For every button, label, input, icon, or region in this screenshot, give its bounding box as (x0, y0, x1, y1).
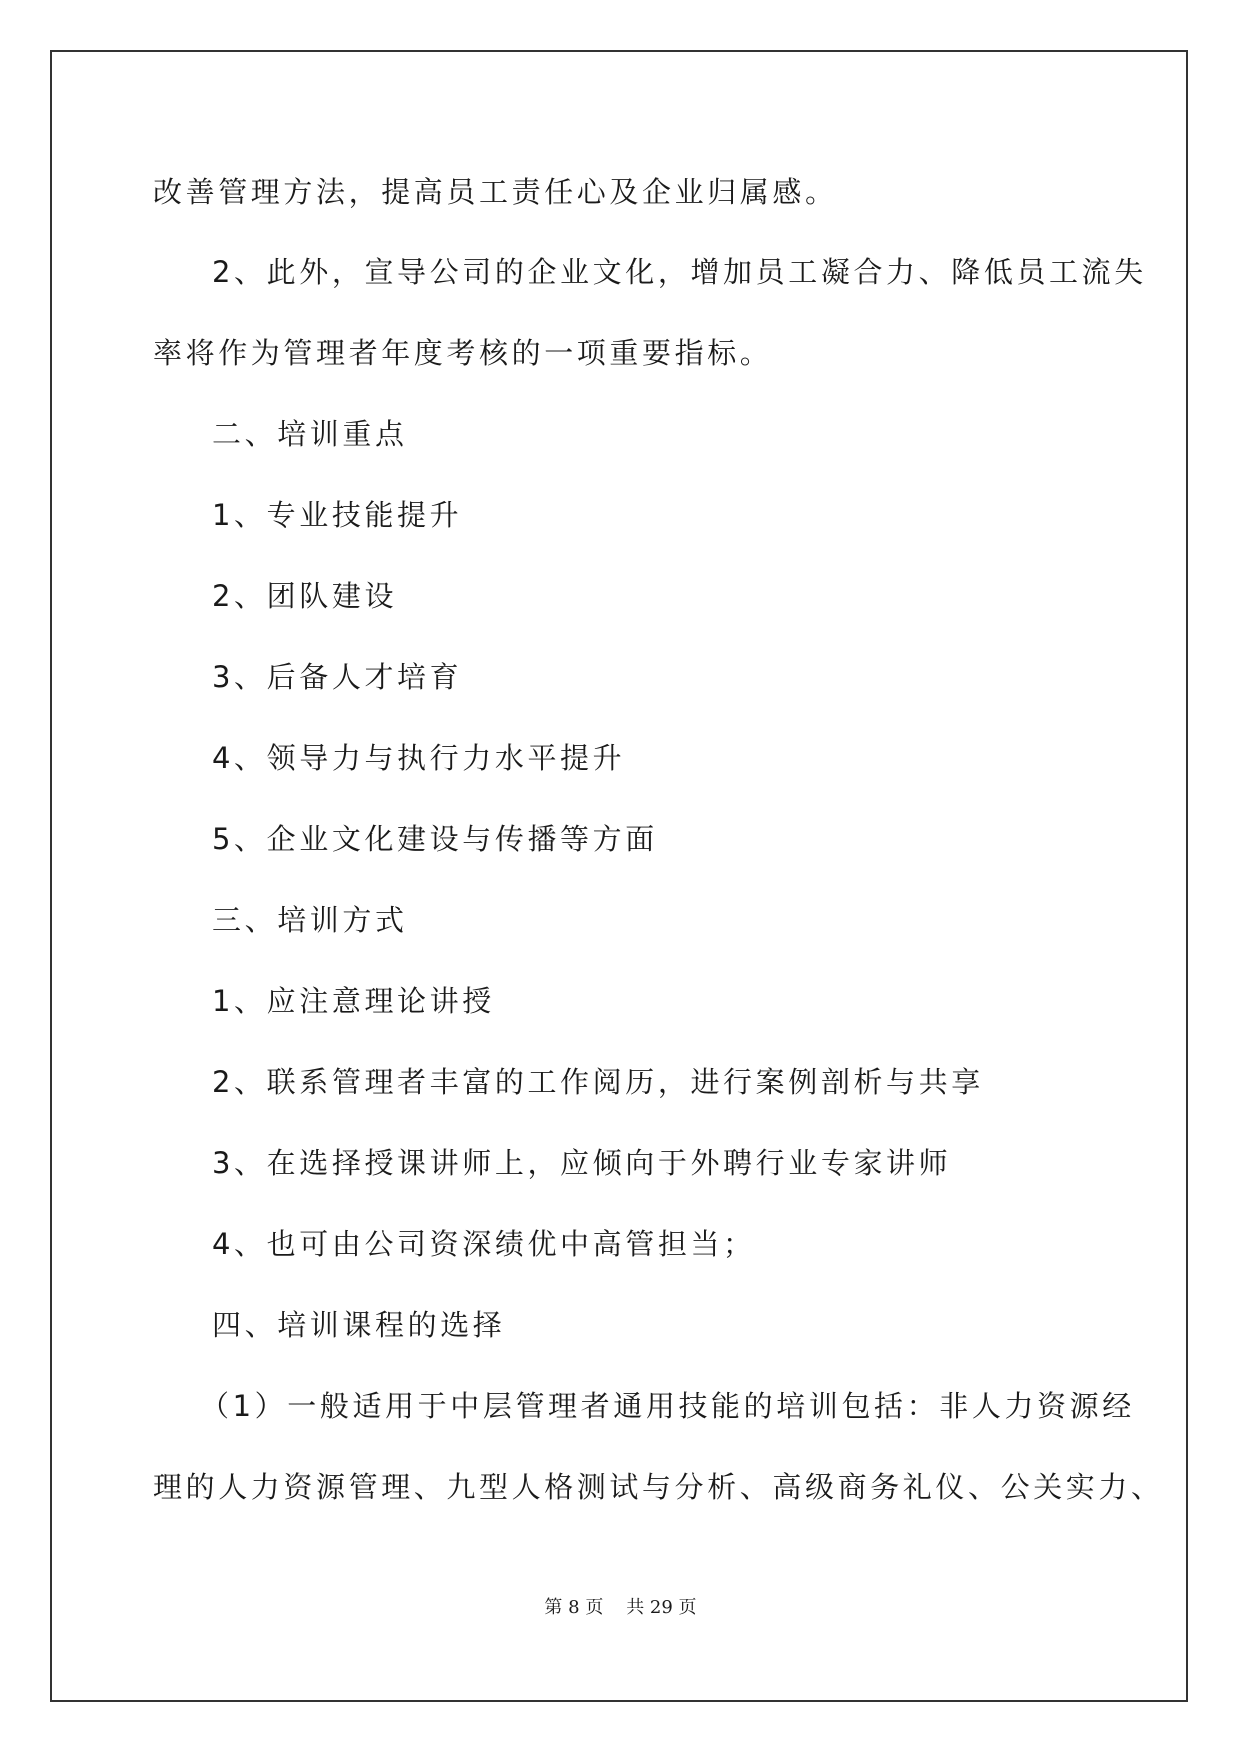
list-item: 2、联系管理者丰富的工作阅历，进行案例剖析与共享 (212, 1065, 984, 1099)
paragraph-line: 理的人力资源管理、九型人格测试与分析、高级商务礼仪、公关实力、 (153, 1470, 1164, 1504)
list-item: 4、领导力与执行力水平提升 (212, 741, 626, 775)
page-border (50, 50, 1188, 1702)
list-item: 5、企业文化建设与传播等方面 (212, 822, 658, 856)
paragraph-line: （1）一般适用于中层管理者通用技能的培训包括：非人力资源经 (200, 1389, 1135, 1423)
list-item: 4、也可由公司资深绩优中高管担当； (212, 1227, 756, 1261)
section-heading: 三、培训方式 (212, 903, 408, 937)
list-item: 2、团队建设 (212, 579, 398, 613)
paragraph-line: 2、此外，宣导公司的企业文化，增加员工凝合力、降低员工流失 (212, 255, 1147, 289)
section-heading: 二、培训重点 (212, 417, 408, 451)
page-number: 第 8 页 共 29 页 (544, 1597, 697, 1618)
list-item: 3、在选择授课讲师上，应倾向于外聘行业专家讲师 (212, 1146, 952, 1180)
section-heading: 四、培训课程的选择 (212, 1308, 506, 1342)
list-item: 3、后备人才培育 (212, 660, 463, 694)
paragraph-line: 率将作为管理者年度考核的一项重要指标。 (153, 336, 773, 370)
paragraph-line: 改善管理方法，提高员工责任心及企业归属感。 (153, 175, 838, 209)
list-item: 1、专业技能提升 (212, 498, 463, 532)
list-item: 1、应注意理论讲授 (212, 984, 495, 1018)
